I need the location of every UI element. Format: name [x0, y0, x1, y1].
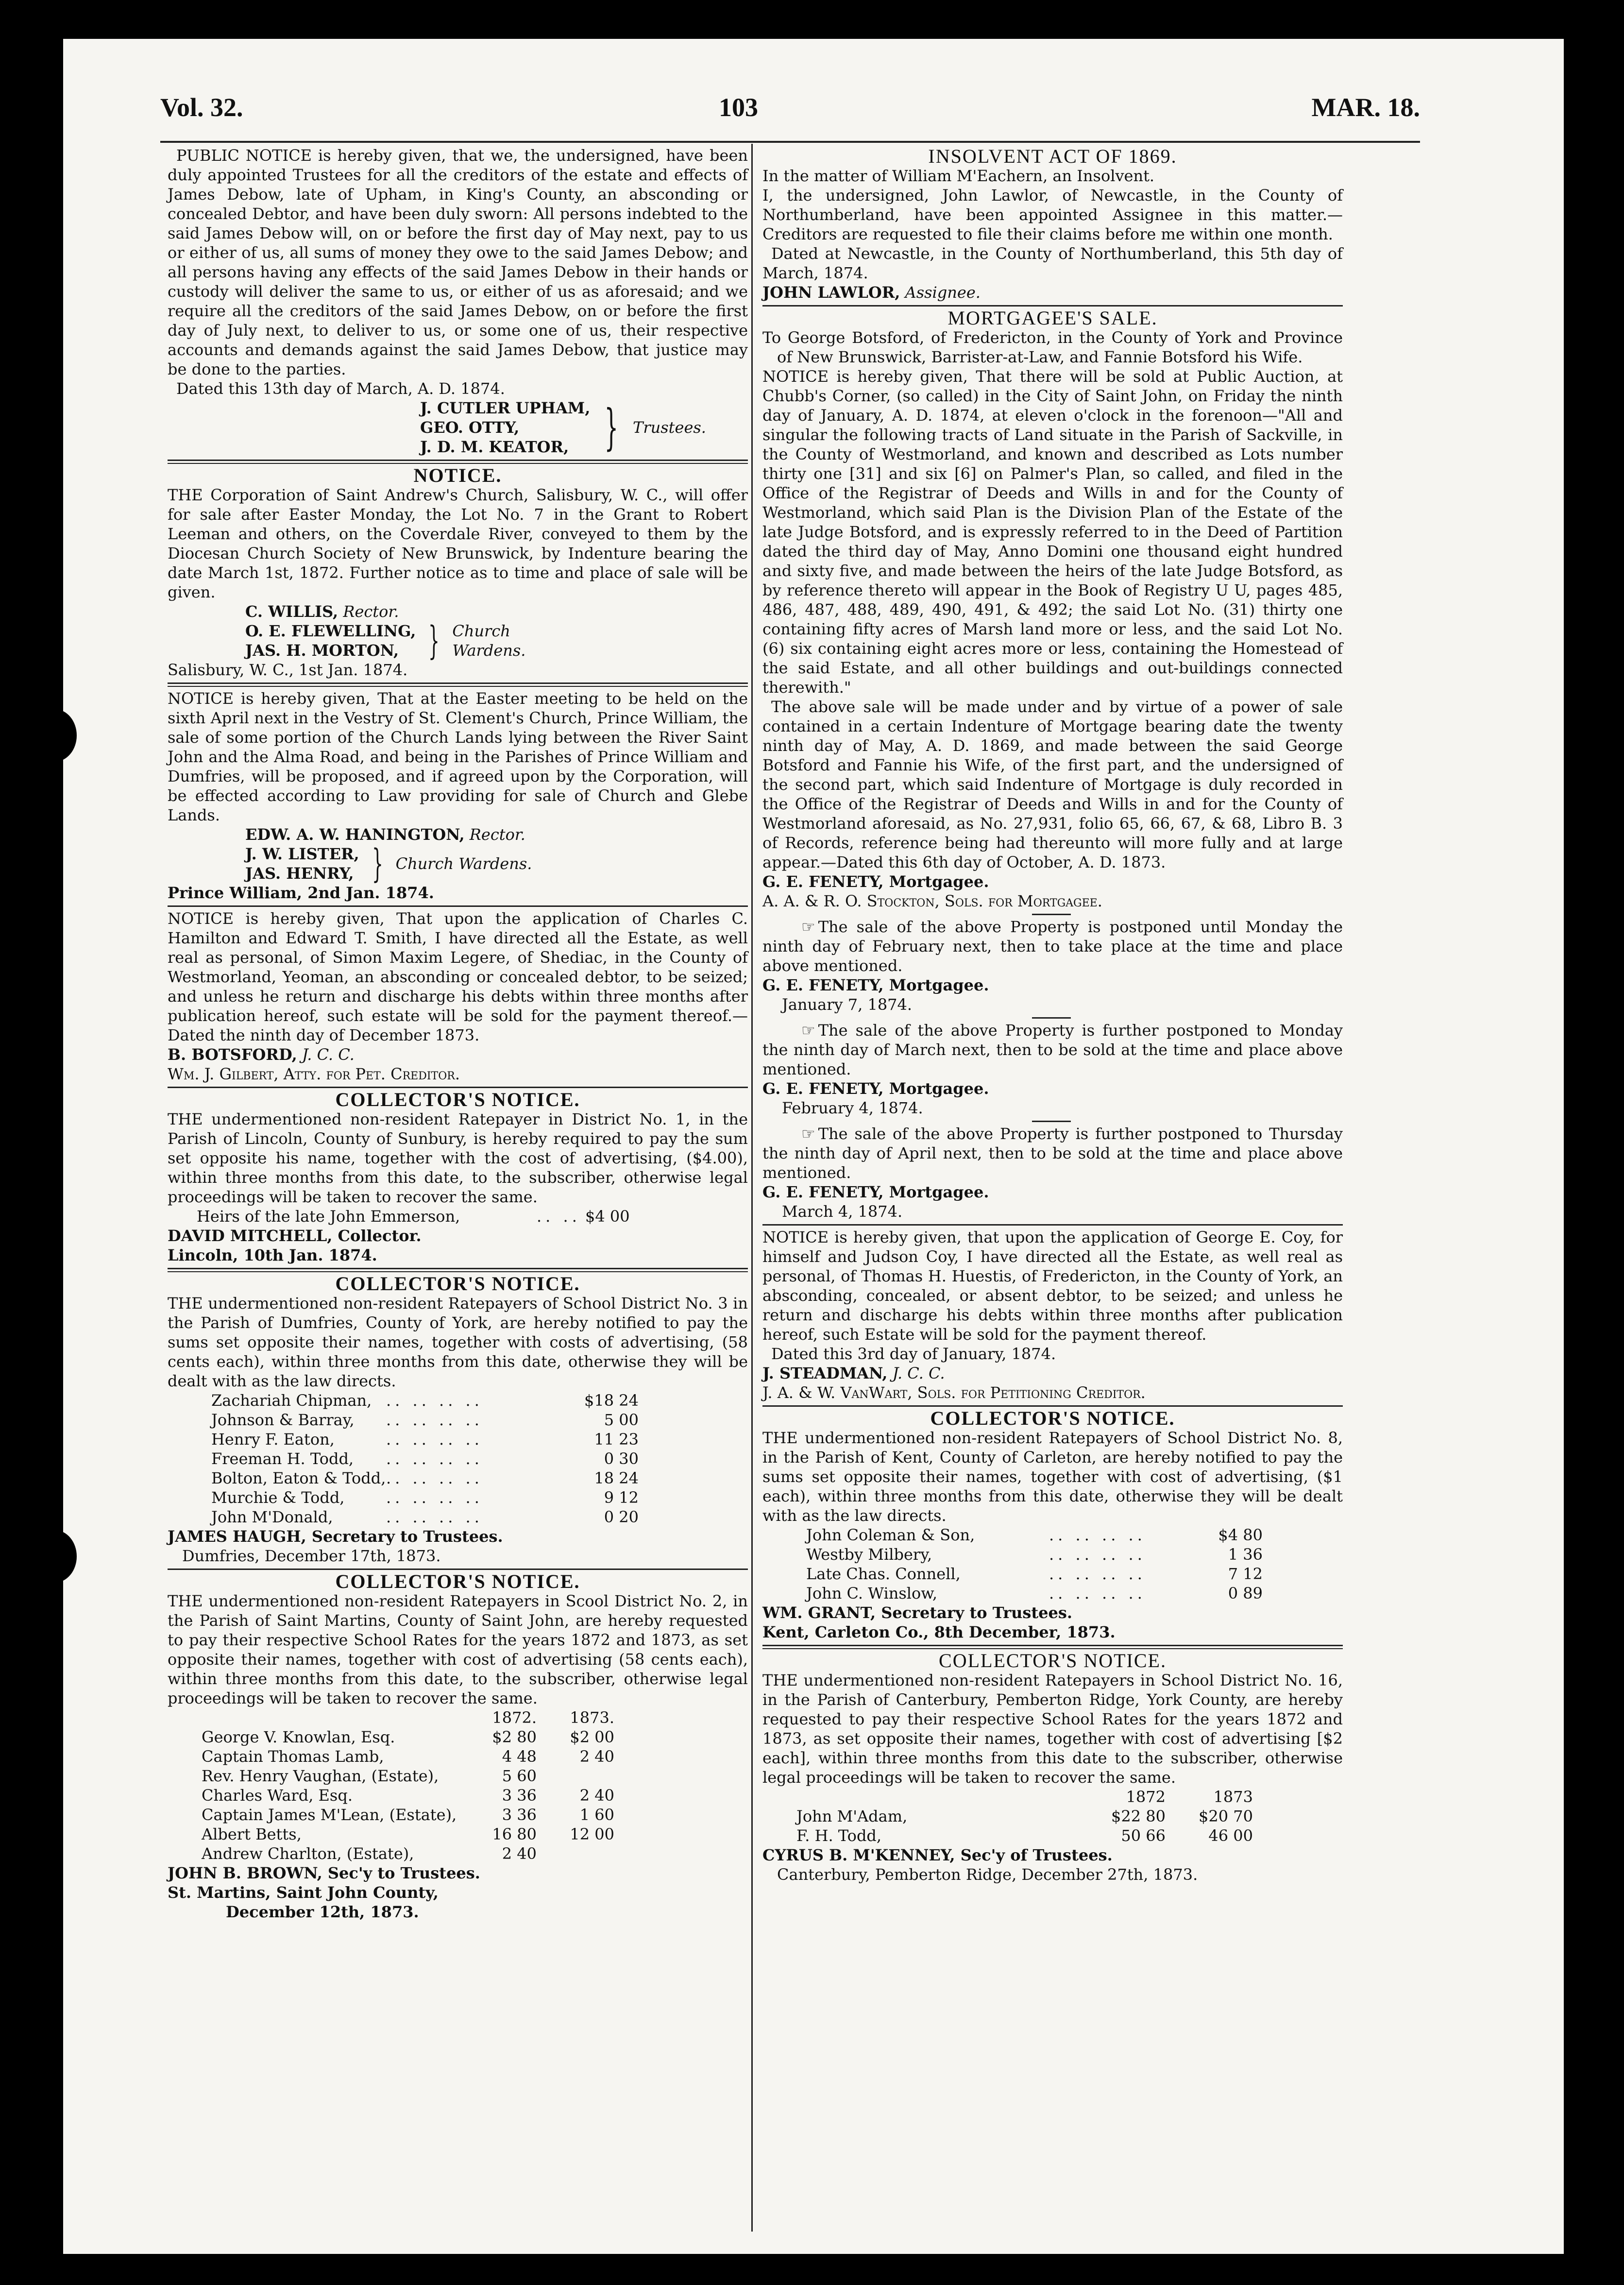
notice-body-2: The above sale will be made under and by virtue of a power of sale contained in a certain Indenture of Mortgage bearing date the twenty ninth day of May, A. D. 1869, and made between the said George Botsford and Fannie his Wife, of the first part, and the undersigned of the second part, which said Indenture of Mortgage is duly recorded in the Office of the Registrar of Deeds and Wills in and for the County of Westmorland aforesaid, as No. 27,931, folio 65, 66, 67, & 68, Libro B. 3 of Records, reference being had thereunto will more fully and at large appear.—Dated this 6th day of October, A. D. 1873. [762, 698, 1343, 871]
notice-place: Salisbury, W. C., 1st Jan. 1874. [168, 661, 408, 679]
punch-hole [33, 1530, 77, 1583]
column-header: 1872 [1126, 1788, 1166, 1806]
notice-date: December 12th, 1873. [226, 1903, 419, 1921]
ratepayer-table [168, 1391, 748, 1527]
left-column [168, 146, 748, 1922]
signer-name: B. BOTSFORD, [168, 1045, 297, 1064]
running-header [160, 92, 1420, 136]
pointing-hand-icon: ☞ [801, 1125, 815, 1143]
table-row: Charles Ward, Esq. 3 36 2 40 [202, 1786, 614, 1805]
trustee-signatures [168, 398, 748, 457]
rector-title: Rector. [343, 602, 399, 621]
table-row: Andrew Charlton, (Estate), 2 40 [202, 1844, 537, 1863]
debow-notice [168, 146, 748, 457]
table-row: John M'Donald, .. .. .. .. 0 20 [211, 1508, 639, 1526]
notice-body: THE undermentioned non-resident Ratepayers in School District No. 16, in the Parish of Canterbury, Pemberton Ridge, York County, are hereby requested to pay their respective School Rates for the years 1872 and 1873, as set opposite their names, together with cost of advertising [$2 each], within three months from this date to the subscriber, otherwise legal proceedings will be taken to recover the same. [762, 1671, 1343, 1787]
warden-title: Church Wardens. [395, 854, 532, 873]
secretary-signature: WM. GRANT, Secretary to Trustees. [762, 1603, 1073, 1622]
volume-label: Vol. 32. [160, 93, 243, 122]
notice-heading: COLLECTOR'S NOTICE. [930, 1407, 1175, 1429]
notice-addressee: To George Botsford, of Fredericton, in the County of York and Province of New Brunswick, Barrister-at-Law, and Fannie Botsford his Wife. [762, 328, 1343, 366]
divider [168, 460, 748, 464]
divider [168, 905, 748, 907]
column-header: 1872. [492, 1708, 537, 1727]
table-row: Captain Thomas Lamb, 4 48 2 40 [202, 1747, 614, 1766]
notice-body: NOTICE is hereby given, That there will be sold at Public Auction, at Chubb's Corner, (so called) in the City of Saint John, on Friday the ninth day of January, A. D. 1874, at eleven o'clock in the forenoon—"All and singular the following tracts of Land situate in the Parish of Sackville, in the County of Westmorland, and known and described as Lots number thirty one [31] and six [6] on Palmer's Plan, so called, and filed in the Office of the Registrar of Deeds and Wills in and for the County of Westmorland, which said Plan is the Division Plan of the Estate of the late Judge Botsford, and is expressly referred to in the Deed of Partition dated the third day of May, Anno Domini one thousand eight hundred and sixty five, and made between the heirs of the late Judge Botsford, as by reference thereto will appear in the Book of Registry U U, pages 485, 486, 487, 488, 489, 490, 491, & 492; the said Lot No. (31) thirty one containing fifty acres of Marsh land more or less, and the said Lot No. (6) six containing eight acres more or less, containing the Homestead of the said Estate, and all other buildings and out-buildings connected therewith." [762, 367, 1343, 697]
table-row: Westby Milbery, .. .. .. .. 1 36 [806, 1545, 1263, 1564]
notice-body: THE undermentioned non-resident Ratepayer in District No. 1, in the Parish of Lincoln, County of Sunbury, is hereby required to pay the sum set opposite his name, together with the cost of advertising, ($4.00), within three months from this date, to the subscriber, otherwise legal proceedings will be taken to recover the same. [168, 1110, 748, 1206]
notice-body: NOTICE is hereby given, That upon the application of Charles C. Hamilton and Edward T. Smith, I have directed all the Estate, as well real as personal, of Simon Maxim Legere, of Shediac, in the County of Westmorland, Yeoman, an absconding or concealed debtor, to be seized; and unless he return and discharge his debts within three months after publication hereof, such estate will be sold for the payment thereof.—Dated the ninth day of December 1873. [168, 909, 748, 1044]
salisbury-notice [168, 466, 748, 680]
canterbury-notice [762, 1651, 1343, 1884]
mortgagee-signature: G. E. FENETY, Mortgagee. [762, 1183, 989, 1201]
ratepayer-name: Heirs of the late John Emmerson, [197, 1207, 460, 1226]
notice-body: THE Corporation of Saint Andrew's Church, Salisbury, W. C., will offer for sale after Easter Monday, the Lot No. 7 in the Grant to Robert Leeman and others, on the Coverdale River, conveyed to them by the Diocesan Church Society of New Brunswick, by Indenture bearing the date March 1st, 1872. Further notice as to time and place of sale will be given. [168, 486, 748, 601]
solicitors-line: J. A. & W. VanWart, Sols. for Petitioning Creditor. [762, 1383, 1146, 1402]
notice-subheading: In the matter of William M'Eachern, an Insolvent. [762, 167, 1155, 185]
table-row: F. H. Todd, 50 66 46 00 [796, 1826, 1253, 1845]
divider [168, 682, 748, 687]
postponement-date: February 4, 1874. [782, 1099, 923, 1117]
notice-place: Lincoln, 10th Jan. 1874. [168, 1246, 377, 1264]
warden-signatures [168, 618, 748, 663]
notice-heading: NOTICE. [413, 464, 502, 486]
notice-body: I, the undersigned, John Lawlor, of Newcastle, in the County of Northumberland, have been appointed Assignee in this matter.—Creditors are requested to file their claims before me within one month. [762, 186, 1343, 243]
postponement-text: The sale of the above Property is further postponed to Monday the ninth day of March next, then to be sold at the time and place above mentioned. [762, 1021, 1343, 1078]
table-row: George V. Knowlan, Esq. $2 80 $2 00 [202, 1728, 614, 1746]
rector-name: C. WILLIS, [245, 602, 338, 621]
notice-date: Dated this 13th day of March, A. D. 1874. [176, 379, 505, 398]
notice-date: Dated this 3rd day of January, 1874. [771, 1345, 1056, 1363]
warden-signatures [168, 841, 748, 886]
punch-hole [33, 709, 77, 762]
legere-notice [168, 909, 748, 1084]
notice-body: NOTICE is hereby given, That at the Easter meeting to be held on the sixth April next in the Vestry of St. Clement's Church, Prince William, the sale of some portion of the Church Lands lying between the River Saint John and the Alma Road, and being in the Parishes of Prince William and Dumfries, will be proposed, and if agreed upon by the Corporation, will be effected according to Law providing for sale of Church and Glebe Lands. [168, 689, 748, 824]
table-header [762, 1787, 1343, 1807]
table-row: Captain James M'Lean, (Estate), 3 36 1 60 [202, 1806, 614, 1824]
table-row: Albert Betts, 16 80 12 00 [202, 1825, 614, 1843]
postponement-text: The sale of the above Property is further postponed to Thursday the ninth day of April next, then to be sold at the time and place above mentioned. [762, 1125, 1343, 1182]
trustee-name: J. D. M. KEATOR, [420, 438, 569, 456]
rector-name: EDW. A. W. HANINGTON, [245, 825, 465, 844]
notice-heading: COLLECTOR'S NOTICE. [335, 1273, 580, 1295]
lincoln-notice [168, 1090, 748, 1265]
table-row: Freeman H. Todd, .. .. .. .. 0 30 [211, 1449, 639, 1468]
insolvent-notice [762, 147, 1343, 302]
warden-title: Church [452, 622, 510, 640]
notice-heading: MORTGAGEE'S SALE. [947, 307, 1158, 329]
warden-title: Wardens. [452, 641, 526, 660]
postponement-date: January 7, 1874. [782, 995, 913, 1014]
divider [762, 1224, 1343, 1226]
notice-heading: INSOLVENT ACT OF 1869. [928, 145, 1177, 167]
signer-title: J. C. C. [892, 1364, 945, 1382]
right-column [762, 146, 1343, 1884]
notice-body: NOTICE is hereby given, that upon the application of George E. Coy, for himself and Judson Coy, I have directed all the Estate, as well real as personal, of Thomas H. Huestis, of Fredericton, in the County of York, an absconding, concealed, or absent debtor, to be seized; and unless he return and discharge his debts within three months after publication hereof, such Estate will be sold for the payment thereof. [762, 1228, 1343, 1344]
notice-place: Kent, Carleton Co., 8th December, 1873. [762, 1623, 1116, 1641]
dumfries-notice [168, 1274, 748, 1566]
table-row: Zachariah Chipman, .. .. .. .. $18 24 [211, 1391, 639, 1410]
secretary-signature: JAMES HAUGH, Secretary to Trustees. [168, 1527, 503, 1546]
table-row: Johnson & Barray, .. .. .. .. 5 00 [211, 1411, 639, 1429]
signer-title: J. C. C. [302, 1045, 355, 1064]
column-rule [751, 144, 753, 2232]
postponement-text: The sale of the above Property is postponed until Monday the ninth day of February next, then to take place at the time and place above mentioned. [762, 918, 1343, 975]
divider [1032, 1017, 1071, 1019]
mortgagee-signature: G. E. FENETY, Mortgagee. [762, 872, 989, 891]
pointing-hand-icon: ☞ [801, 918, 815, 936]
signer-name: JOHN LAWLOR, [762, 283, 900, 302]
trustee-role: Trustees. [632, 418, 706, 437]
warden-name: JAS. HENRY, [245, 864, 354, 883]
collector-signature: DAVID MITCHELL, Collector. [168, 1227, 422, 1245]
mortgagee-signature: G. E. FENETY, Mortgagee. [762, 1079, 989, 1098]
mortgagee-signature: G. E. FENETY, Mortgagee. [762, 976, 989, 994]
pointing-hand-icon: ☞ [801, 1021, 815, 1040]
rector-title: Rector. [469, 825, 525, 844]
ratepayer-amount: $4 00 [585, 1207, 630, 1226]
notice-place: Dumfries, December 17th, 1873. [182, 1547, 441, 1565]
warden-name: J. W. LISTER, [245, 845, 359, 863]
table-row: Henry F. Eaton, .. .. .. .. 11 23 [211, 1430, 639, 1449]
brace-icon: } [604, 399, 619, 456]
attorney-line: Wm. J. Gilbert, Atty. for Pet. Creditor. [168, 1065, 460, 1083]
ratepayer-row: Heirs of the late John Emmerson, .. .. $4 00 [168, 1207, 748, 1226]
notice-heading: COLLECTOR'S NOTICE. [939, 1650, 1167, 1671]
notice-heading: COLLECTOR'S NOTICE. [335, 1089, 580, 1110]
notice-body: THE undermentioned non-resident Ratepayers of School District No. 3 in the Parish of Dumfries, County of York, are hereby notified to pay the sums set opposite their names, together with costs of advertising, (58 cents each), within three months from this date, otherwise they will be dealt with as the law directs. [168, 1294, 748, 1390]
signer-title: Assignee. [905, 283, 981, 302]
st-martins-notice [168, 1572, 748, 1922]
notice-heading: COLLECTOR'S NOTICE. [335, 1570, 580, 1592]
mortgagee-notice [762, 308, 1343, 1221]
divider [762, 1405, 1343, 1407]
notice-place: Prince William, 2nd Jan. 1874. [168, 884, 434, 902]
table-row: John M'Adam, $22 80 $20 70 [796, 1807, 1253, 1825]
trustee-name: J. CUTLER UPHAM, [420, 399, 591, 417]
brace-icon: } [428, 618, 440, 663]
notice-body: THE undermentioned non-resident Ratepayers of School District No. 8, in the Parish of Kent, County of Carleton, are hereby notified to pay the sums set opposite their names, together with cost of advertising, ($1 each), within three months from this date, otherwise they will be dealt with as the law directs. [762, 1429, 1343, 1525]
kent-notice [762, 1409, 1343, 1642]
warden-name: JAS. H. MORTON, [245, 641, 399, 660]
secretary-signature: JOHN B. BROWN, Sec'y to Trustees. [168, 1864, 480, 1882]
warden-name: O. E. FLEWELLING, [245, 622, 416, 640]
page-number: 103 [719, 93, 758, 122]
brace-icon: } [372, 841, 383, 886]
table-row: John Coleman & Son, .. .. .. .. $4 80 [806, 1526, 1263, 1544]
table-row: Late Chas. Connell, .. .. .. .. 7 12 [806, 1565, 1263, 1583]
divider [168, 1268, 748, 1272]
header-rule [160, 141, 1420, 143]
divider [1032, 914, 1071, 915]
table-row: Rev. Henry Vaughan, (Estate), 5 60 [202, 1767, 537, 1785]
trustee-name: GEO. OTTY, [420, 418, 520, 437]
table-row: Bolton, Eaton & Todd, .. .. .. .. 18 24 [211, 1469, 639, 1487]
divider [168, 1087, 748, 1088]
notice-place: St. Martins, Saint John County, [168, 1883, 439, 1902]
column-header: 1873. [570, 1708, 614, 1727]
divider [168, 1569, 748, 1570]
notice-date: Dated at Newcastle, in the County of Northumberland, this 5th day of March, 1874. [762, 244, 1343, 282]
prince-william-notice [168, 689, 748, 903]
signer-name: J. STEADMAN, [762, 1364, 888, 1382]
huestis-notice [762, 1228, 1343, 1402]
table-row: John C. Winslow, .. .. .. .. 0 89 [806, 1584, 1263, 1603]
table-header [168, 1708, 748, 1727]
notice-body: PUBLIC NOTICE is hereby given, that we, the undersigned, have been duly appointed Trustees for all the creditors of the estate and effects of James Debow, late of Upham, in King's County, an absconding or concealed Debtor, and have been duly sworn: All persons indebted to the said James Debow will, on or before the first day of May next, pay to us or either of us, all sums of money they owe to the said James Debow; and all persons having any effects of the said James Debow in their hands or custody will deliver the same to us, or either of us as aforesaid; and we require all the creditors of the said James Debow, on or before the first day of July next, to deliver to us, or some one of us, their respective accounts and demands against the said James Debow, that justice may be done to the parties. [168, 146, 748, 378]
notice-body: THE undermentioned non-resident Ratepayers in Scool District No. 2, in the Parish of Saint Martins, County of Saint John, are hereby requested to pay their respective School Rates for the years 1872 and 1873, as set opposite their names, together with cost of advertising (58 cents each), within three months from this date, to the subscriber, otherwise legal proceedings will be taken to recover the same. [168, 1592, 748, 1707]
column-header: 1873 [1213, 1788, 1253, 1806]
postponement-date: March 4, 1874. [782, 1202, 903, 1221]
divider [1032, 1121, 1071, 1122]
issue-date: MAR. 18. [1311, 93, 1420, 122]
notice-place: Canterbury, Pemberton Ridge, December 27th, 1873. [777, 1865, 1198, 1884]
solicitors-line: A. A. & R. O. Stockton, Sols. for Mortgagee. [762, 892, 1102, 910]
divider [762, 305, 1343, 307]
divider [762, 1645, 1343, 1649]
secretary-signature: CYRUS B. M'KENNEY, Sec'y of Trustees. [762, 1846, 1113, 1864]
table-row: Murchie & Todd, .. .. .. .. 9 12 [211, 1488, 639, 1507]
